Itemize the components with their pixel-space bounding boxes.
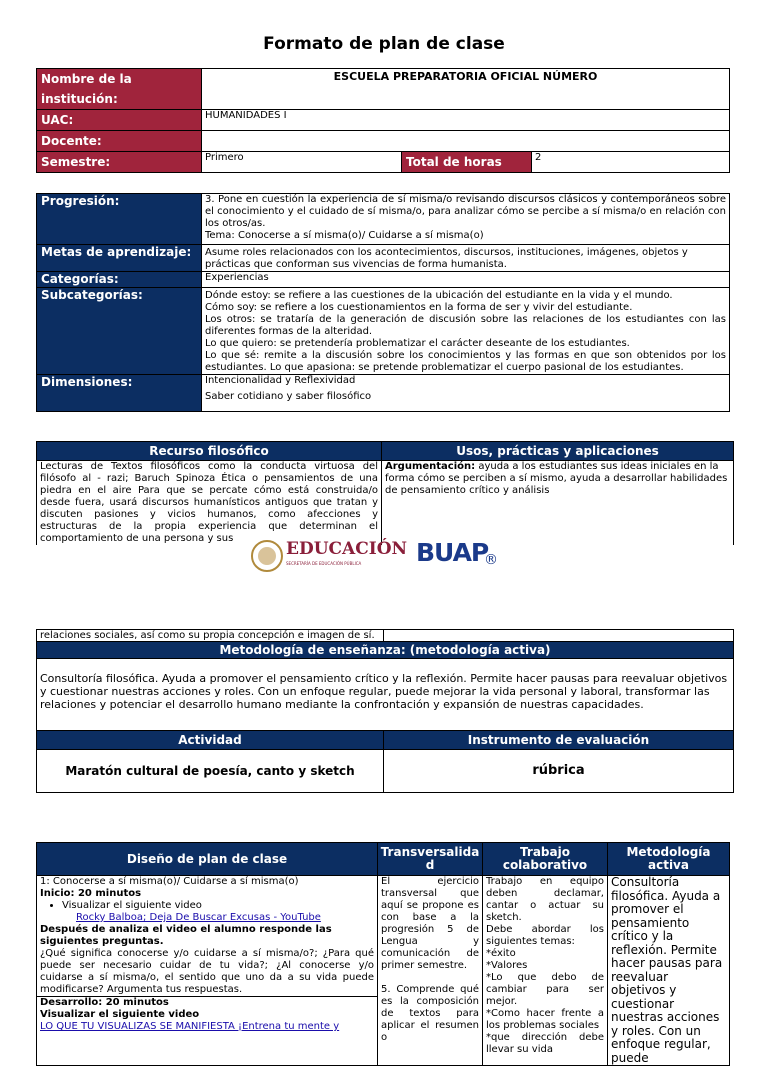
trabajo-p7: *que dirección debe llevar su vida: [486, 1032, 604, 1055]
trabajo-p3: *éxito: [486, 948, 516, 959]
subcategorias-value: [202, 288, 730, 375]
metodologia-activa-header: Metodología activa: [608, 843, 730, 876]
subcategorias-label: Subcategorías:: [37, 288, 202, 375]
despues-text: Después de analiza el video el alumno responde las siguientes preguntas.: [40, 924, 332, 947]
progresion-value: 3. Pone en cuestión la experiencia de sí misma/o revisando discursos clásicos y contemporáneos sobre el conocimiento y el cuidado de sí misma/o, para analizar cómo se percibe a sí misma/o en relación con los otros/as.: [202, 194, 730, 231]
diseno-cell: [37, 876, 378, 1066]
diseno-header: Diseño de plan de clase: [37, 843, 378, 876]
trabajo-p6: *Como hacer frente a los problemas sociales: [486, 1008, 604, 1031]
transversalidad-cell: [378, 876, 483, 1066]
trabajo-cell: [483, 876, 608, 1066]
semestre-label: Semestre:: [37, 152, 202, 173]
dimensiones-value: [202, 375, 730, 412]
metodologia-text: Consultoría filosófica. Ayuda a promover el pensamiento crítico y la reflexión. Permite hacer pausas para reevaluar objetivos y cuestionar nuestras acciones y roles. Con un enfoque regular, puede mejorar la vida personal y laboral, transformar las relaciones y potenciar el desarrollo humano mediante la confrontación y expansión de nuestras capacidades.: [37, 659, 734, 731]
instrumento-value: rúbrica: [384, 750, 734, 793]
metas-value: Asume roles relacionados con los acontecimientos, discursos, instituciones, imágenes, objetos y prácticas que conforman sus vivencias de forma humanista.: [202, 245, 730, 272]
visualizar-label: Visualizar el siguiente video: [40, 1009, 200, 1020]
metodologia-table: [36, 629, 734, 793]
semestre-value: Primero: [202, 152, 402, 173]
dim-2: Saber cotidiano y saber filosófico: [205, 391, 372, 402]
categorias-label: Categorías:: [37, 272, 202, 288]
recurso-header: Recurso filosófico: [37, 442, 382, 461]
educacion-logo: EDUCACIÓN: [286, 539, 408, 559]
buap-registered: ®: [484, 552, 498, 568]
video-list: [40, 900, 374, 912]
metodologia-header: Metodología de enseñanza: (metodología activa): [37, 642, 734, 659]
transversal-p1: El ejercicio transversal que aquí se propone es con base a la progresión 5 de Lengua y comunicación de primer semestre.: [381, 876, 479, 971]
institucion-label: Nombre de la institución:: [37, 69, 202, 110]
dim-1: Intencionalidad y Reflexividad: [205, 375, 356, 386]
usos-bold: Argumentación:: [385, 461, 476, 472]
uac-label: UAC:: [37, 110, 202, 131]
sub-quiero: Lo que quiero: se pretendería problematizar el carácter deseante de los estudiantes.: [205, 338, 630, 349]
desarrollo-label: Desarrollo: 20 minutos: [37, 996, 377, 1009]
recurso-table: [36, 441, 734, 545]
recurso-text: Lecturas de Textos filosóficos como la conducta virtuosa del filósofo al - razi; Baruch Spinoza Ética o pensamientos de una piedra en el aire Para que se percate cómo está construida/o desde fuera, usará discursos humanísticos antiguos que tratan y discuten pasiones y vicios humanos, como afecciones y estructuras de la propia experiencia que determinan el comportamiento de una persona y sus: [37, 461, 382, 546]
visualizas-video-link[interactable]: LO QUE TU VISUALIZAS SE MANIFIESTA ¡Entrena tu mente y: [40, 1021, 340, 1032]
video-item: • Visualizar el siguiente video: [62, 900, 374, 912]
diseno-table: [36, 842, 730, 1066]
transversal-p2: 5. Comprende qué es la composición de textos para aplicar el resumen o: [381, 984, 479, 1043]
continuation-empty: [384, 630, 734, 642]
transversalidad-header: Transversalidad: [378, 843, 483, 876]
uac-value: HUMANIDADES I: [202, 110, 730, 131]
trabajo-p2: Debe abordar los siguientes temas:: [486, 924, 604, 947]
tema-text: Tema: Conocerse a sí misma(o)/ Cuidarse a sí misma(o): [202, 230, 730, 245]
trabajo-p1: Trabajo en equipo deben declamar, cantar o actuar su sketch.: [486, 876, 604, 923]
trabajo-p4: *Valores: [486, 960, 528, 971]
seal-center-icon: [258, 547, 276, 565]
actividad-header: Actividad: [37, 731, 384, 750]
trabajo-header: Trabajo colaborativo: [483, 843, 608, 876]
dimensiones-label: Dimensiones:: [37, 375, 202, 412]
preguntas-text: ¿Qué significa conocerse y/o cuidarse a sí misma/o?; ¿Para qué puede ser necesario cuidar de tu vida?; ¿Al conocerse y/o cuidarse a sí misma/o, el sentido que uno da a su vida puede modificarse? Argumenta tus respuestas.: [40, 948, 374, 995]
buap-logo: BUAP: [416, 538, 489, 567]
inicio-label: Inicio: 20 minutos: [40, 888, 142, 899]
docente-label: Docente:: [37, 131, 202, 152]
tema-line: 1: Conocerse a sí misma(o)/ Cuidarse a sí misma(o): [40, 876, 299, 887]
metas-label: Metas de aprendizaje:: [37, 245, 202, 272]
trabajo-p5: *Lo que debo de cambiar para ser mejor.: [486, 972, 604, 1007]
horas-value: 2: [532, 152, 730, 173]
usos-header: Usos, prácticas y aplicaciones: [382, 442, 734, 461]
actividad-value: Maratón cultural de poesía, canto y sketch: [37, 750, 384, 793]
usos-cell: [382, 461, 734, 546]
progresion-label: Progresión:: [37, 194, 202, 245]
rocky-video-link[interactable]: Rocky Balboa; Deja De Buscar Excusas - YouTube: [76, 912, 321, 923]
instrumento-header: Instrumento de evaluación: [384, 731, 734, 750]
header-table: [36, 68, 730, 173]
footer-logos: [250, 538, 510, 574]
sub-otros: Los otros: se trataría de la generación de discusión sobre las relaciones de los estudiantes con las diferentes formas de la alteridad.: [205, 314, 726, 337]
progresion-table: [36, 193, 730, 412]
usos-text: ayuda a los estudiantes sus ideas iniciales en la forma cómo se perciben a sí mismo, ayuda a desarrollar habilidades de pensamiento crítico y análisis: [385, 461, 728, 496]
sub-se: Lo que sé: remite a la discusión sobre los conocimientos y las formas en que son obtenidos por los estudiantes. Lo que apasiona: se pretende problematizar el cuerpo pasional de los estudiantes.: [205, 350, 726, 373]
institucion-value: ESCUELA PREPARATORIA OFICIAL NÚMERO: [202, 69, 730, 110]
horas-label: Total de horas: [402, 152, 532, 173]
sub-como: Cómo soy: se refiere a los cuestionamientos en la forma de ser y vivir del estudiante.: [205, 302, 633, 313]
educacion-sub: SECRETARÍA DE EDUCACIÓN PÚBLICA: [286, 561, 362, 566]
page-title: Formato de plan de clase: [263, 34, 505, 54]
categorias-value: Experiencias: [202, 272, 730, 288]
continuation-text: relaciones sociales, así como su propia concepción e imagen de sí.: [37, 630, 384, 642]
metodologia-activa-cell: Consultoría filosófica. Ayuda a promover el pensamiento crítico y la reflexión. Permite hacer pausas para reevaluar objetivos y cuestionar nuestras acciones y roles. Con un enfoque regular, puede: [608, 876, 730, 1066]
docente-value: [202, 131, 730, 152]
sub-donde: Dónde estoy: se refiere a las cuestiones de la ubicación del estudiante en la vida y el mundo.: [205, 290, 673, 301]
